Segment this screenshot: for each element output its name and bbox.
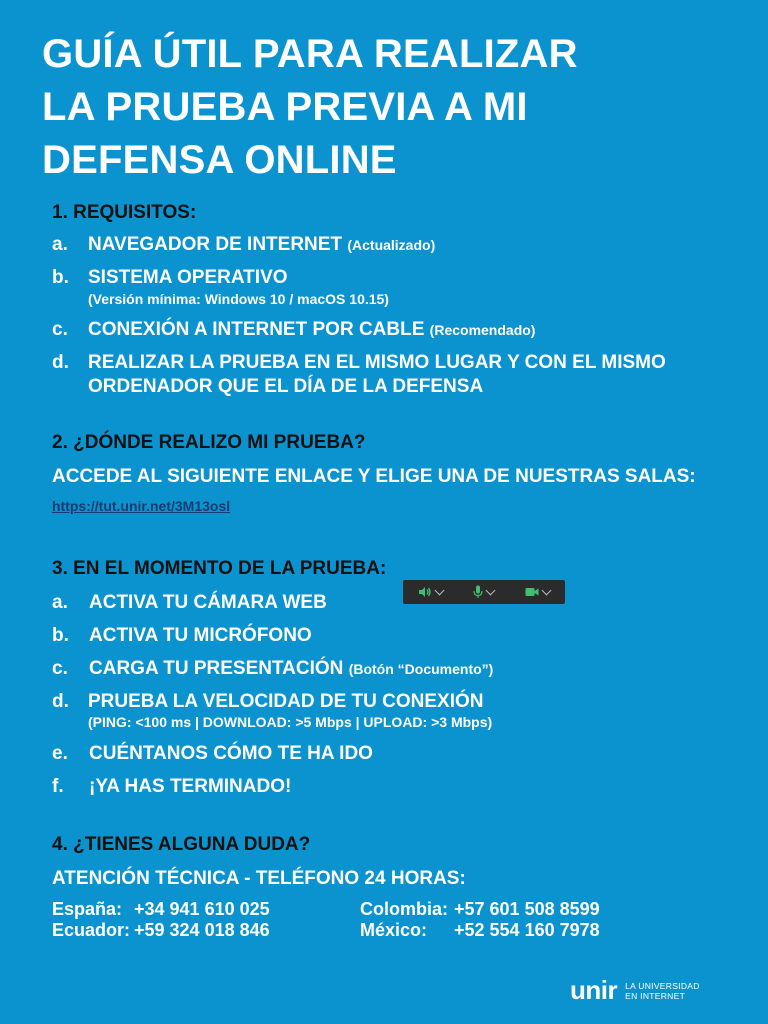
- phone-country: España:: [52, 899, 123, 919]
- section-4-heading: 4. ¿TIENES ALGUNA DUDA?: [52, 834, 311, 855]
- item-letter: d.: [52, 352, 69, 373]
- logo-tagline-line-2: EN INTERNET: [625, 990, 686, 1001]
- item-note: (Recomendado): [429, 322, 536, 338]
- speaker-icon: [418, 586, 432, 598]
- phone-ecuador: [52, 920, 270, 941]
- item-note: (Actualizado): [347, 237, 436, 253]
- item-letter: d.: [52, 691, 69, 712]
- media-controls-toolbar: [403, 580, 565, 604]
- item-letter: a.: [52, 592, 68, 613]
- phone-number[interactable]: +34 941 610 025: [134, 899, 270, 919]
- phone-mexico: [360, 920, 600, 941]
- logo-tagline: [625, 981, 700, 1001]
- item-text: CONEXIÓN A INTERNET POR CABLE: [88, 319, 425, 340]
- requirement-d: [52, 352, 752, 400]
- microphone-icon: [473, 585, 483, 599]
- title-line-3: DEFENSA ONLINE: [42, 138, 397, 182]
- unir-logo: [570, 975, 700, 1006]
- item-text: ¡YA HAS TERMINADO!: [89, 776, 292, 797]
- phone-country: Colombia:: [360, 899, 448, 919]
- phone-spain: [52, 899, 270, 920]
- item-text: REALIZAR LA PRUEBA EN EL MISMO LUGAR Y CON EL MISMO: [88, 352, 666, 373]
- step-b: [52, 625, 752, 649]
- item-text: PRUEBA LA VELOCIDAD DE TU CONEXIÓN: [88, 691, 484, 712]
- camera-icon: [525, 587, 539, 597]
- item-note: (PING: <100 ms | DOWNLOAD: >5 Mbps | UPLOAD: >3 Mbps): [88, 714, 493, 730]
- section-3-heading: 3. EN EL MOMENTO DE LA PRUEBA:: [52, 558, 387, 579]
- phone-number[interactable]: +59 324 018 846: [134, 920, 270, 940]
- page-title: [42, 28, 578, 187]
- title-line-2: LA PRUEBA PREVIA A MI: [42, 85, 528, 129]
- phone-colombia: [360, 899, 600, 920]
- phone-country: Ecuador:: [52, 920, 131, 940]
- logo-tagline-line-1: LA UNIVERSIDAD: [625, 980, 700, 991]
- title-line-1: GUÍA ÚTIL PARA REALIZAR: [42, 32, 578, 76]
- logo-mark: unir: [570, 975, 618, 1005]
- access-instruction: ACCEDE AL SIGUIENTE ENLACE Y ELIGE UNA DE NUESTRAS SALAS:: [52, 466, 696, 487]
- chevron-down-icon: [486, 585, 496, 595]
- item-note: (Botón “Documento”): [348, 661, 494, 677]
- chevron-down-icon: [541, 585, 551, 595]
- prueba-link[interactable]: https://tut.unir.net/3M13osl: [52, 498, 231, 514]
- requirement-a: [52, 234, 752, 258]
- step-d: [52, 691, 752, 735]
- item-text: SISTEMA OPERATIVO: [88, 267, 288, 288]
- item-letter: b.: [52, 267, 69, 288]
- item-letter: f.: [52, 776, 64, 797]
- item-text-line-2: ORDENADOR QUE EL DÍA DE LA DEFENSA: [88, 376, 484, 397]
- step-a: [52, 592, 392, 616]
- item-text: ACTIVA TU CÁMARA WEB: [89, 592, 327, 613]
- chevron-down-icon: [435, 585, 445, 595]
- item-text: ACTIVA TU MICRÓFONO: [89, 625, 312, 646]
- requirement-c: [52, 319, 752, 343]
- phone-country: México:: [360, 920, 428, 940]
- step-c: [52, 658, 752, 682]
- item-letter: c.: [52, 319, 68, 340]
- phone-number[interactable]: +52 554 160 7978: [454, 920, 600, 940]
- item-text: CUÉNTANOS CÓMO TE HA IDO: [89, 743, 373, 764]
- speaker-control[interactable]: [418, 586, 443, 598]
- item-note: (Versión mínima: Windows 10 / macOS 10.15): [88, 291, 389, 307]
- item-text: NAVEGADOR DE INTERNET: [88, 234, 343, 255]
- step-e: [52, 743, 752, 767]
- item-text: CARGA TU PRESENTACIÓN: [89, 658, 344, 679]
- support-label: ATENCIÓN TÉCNICA - TELÉFONO 24 HORAS:: [52, 868, 466, 889]
- microphone-control[interactable]: [473, 585, 494, 599]
- item-letter: c.: [52, 658, 68, 679]
- item-letter: a.: [52, 234, 68, 255]
- camera-control[interactable]: [525, 587, 550, 597]
- item-letter: b.: [52, 625, 69, 646]
- item-letter: e.: [52, 743, 68, 764]
- requirement-b: [52, 267, 752, 311]
- phone-number[interactable]: +57 601 508 8599: [454, 899, 600, 919]
- section-2-heading: 2. ¿DÓNDE REALIZO MI PRUEBA?: [52, 432, 366, 453]
- section-1-heading: 1. REQUISITOS:: [52, 202, 197, 223]
- step-f: [52, 776, 752, 800]
